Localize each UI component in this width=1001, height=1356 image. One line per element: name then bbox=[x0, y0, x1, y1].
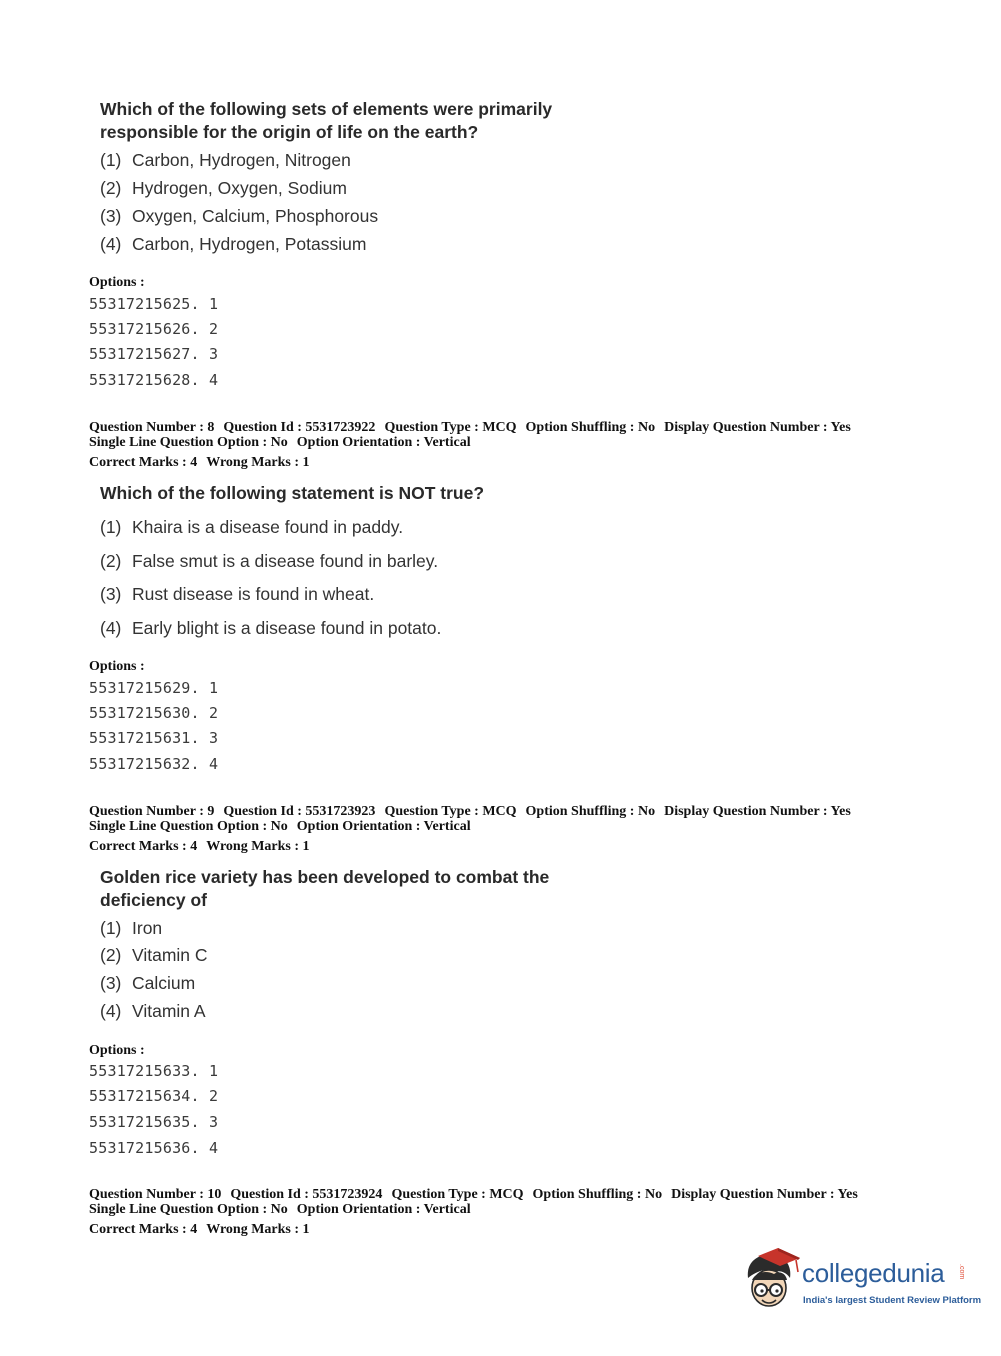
brand-dotcom: .com bbox=[958, 1264, 965, 1280]
choice-text: Vitamin A bbox=[132, 1001, 206, 1021]
wrong-marks: Wrong Marks : 1 bbox=[206, 455, 310, 470]
question-text: Which of the following statement is NOT true? bbox=[100, 483, 485, 503]
single-line-option: Single Line Question Option : No bbox=[89, 435, 288, 450]
option-id: 55317215632. 4 bbox=[89, 755, 219, 773]
display-question-number: Display Question Number : Yes bbox=[671, 1187, 858, 1202]
wrong-marks: Wrong Marks : 1 bbox=[206, 839, 310, 854]
answer-choice bbox=[100, 973, 195, 994]
question-type: Question Type : MCQ bbox=[384, 804, 517, 819]
choice-text: False smut is a disease found in barley. bbox=[132, 551, 439, 571]
option-id: 55317215625. 1 bbox=[89, 295, 219, 313]
choice-text: Vitamin C bbox=[132, 945, 208, 965]
option-id: 55317215629. 1 bbox=[89, 679, 219, 697]
question-id: Question Id : 5531723924 bbox=[230, 1187, 383, 1202]
answer-choice bbox=[100, 945, 208, 966]
choice-number: (3) bbox=[100, 973, 122, 993]
options-label: Options : bbox=[89, 659, 145, 674]
answer-choice bbox=[100, 234, 366, 255]
question-type: Question Type : MCQ bbox=[384, 420, 517, 435]
question-text: Which of the following sets of elements were primarily responsible for the origin of life on the earth? bbox=[100, 99, 553, 142]
choice-text: Oxygen, Calcium, Phosphorous bbox=[132, 206, 379, 226]
option-id: 55317215634. 2 bbox=[89, 1087, 219, 1105]
option-id: 55317215628. 4 bbox=[89, 371, 219, 389]
choice-text: Early blight is a disease found in potato. bbox=[132, 618, 442, 638]
answer-choice bbox=[100, 1001, 206, 1022]
answer-choice bbox=[100, 618, 441, 639]
option-shuffling: Option Shuffling : No bbox=[532, 1187, 663, 1202]
choice-number: (3) bbox=[100, 206, 122, 226]
choice-text: Hydrogen, Oxygen, Sodium bbox=[132, 178, 347, 198]
choice-number: (2) bbox=[100, 945, 122, 965]
correct-marks: Correct Marks : 4 bbox=[89, 839, 198, 854]
option-id: 55317215635. 3 bbox=[89, 1113, 219, 1131]
question-number: Question Number : 9 bbox=[89, 804, 215, 819]
option-orientation: Option Orientation : Vertical bbox=[296, 819, 471, 834]
collegedunia-logo[interactable] bbox=[740, 1248, 982, 1312]
choice-number: (2) bbox=[100, 551, 122, 571]
option-id: 55317215627. 3 bbox=[89, 345, 219, 363]
choice-number: (1) bbox=[100, 150, 122, 170]
option-id: 55317215626. 2 bbox=[89, 320, 219, 338]
choice-number: (4) bbox=[100, 618, 122, 638]
choice-number: (1) bbox=[100, 918, 122, 938]
choice-text: Rust disease is found in wheat. bbox=[132, 584, 375, 604]
option-id: 55317215636. 4 bbox=[89, 1139, 219, 1157]
choice-number: (4) bbox=[100, 234, 122, 254]
options-label: Options : bbox=[89, 275, 145, 290]
option-id: 55317215630. 2 bbox=[89, 704, 219, 722]
choice-number: (3) bbox=[100, 584, 122, 604]
answer-choice bbox=[100, 178, 347, 199]
question-type: Question Type : MCQ bbox=[391, 1187, 524, 1202]
question-number: Question Number : 8 bbox=[89, 420, 215, 435]
choice-number: (2) bbox=[100, 178, 122, 198]
option-shuffling: Option Shuffling : No bbox=[525, 804, 656, 819]
question-meta bbox=[89, 420, 860, 470]
question-number: Question Number : 10 bbox=[89, 1187, 222, 1202]
question-id: Question Id : 5531723922 bbox=[223, 420, 376, 435]
option-id: 55317215631. 3 bbox=[89, 729, 219, 747]
option-orientation: Option Orientation : Vertical bbox=[296, 1202, 471, 1217]
question-text: Golden rice variety has been developed to combat the deficiency of bbox=[100, 867, 550, 910]
answer-choice bbox=[100, 918, 162, 939]
correct-marks: Correct Marks : 4 bbox=[89, 1222, 198, 1237]
choice-number: (4) bbox=[100, 1001, 122, 1021]
choice-number: (1) bbox=[100, 517, 122, 537]
answer-choice bbox=[100, 584, 374, 605]
question-meta bbox=[89, 1187, 867, 1237]
brand-name: collegedunia bbox=[802, 1258, 945, 1288]
brand-tagline: India's largest Student Review Platform bbox=[803, 1295, 982, 1306]
wrong-marks: Wrong Marks : 1 bbox=[206, 1222, 310, 1237]
correct-marks: Correct Marks : 4 bbox=[89, 455, 198, 470]
single-line-option: Single Line Question Option : No bbox=[89, 1202, 288, 1217]
choice-text: Carbon, Hydrogen, Potassium bbox=[132, 234, 367, 254]
choice-text: Khaira is a disease found in paddy. bbox=[132, 517, 404, 537]
choice-text: Calcium bbox=[132, 973, 196, 993]
answer-choice bbox=[100, 150, 351, 171]
option-shuffling: Option Shuffling : No bbox=[525, 420, 656, 435]
single-line-option: Single Line Question Option : No bbox=[89, 819, 288, 834]
display-question-number: Display Question Number : Yes bbox=[664, 804, 851, 819]
question-id: Question Id : 5531723923 bbox=[223, 804, 376, 819]
choice-text: Carbon, Hydrogen, Nitrogen bbox=[132, 150, 351, 170]
option-orientation: Option Orientation : Vertical bbox=[296, 435, 471, 450]
answer-choice bbox=[100, 517, 403, 538]
answer-choice bbox=[100, 551, 438, 572]
choice-text: Iron bbox=[132, 918, 163, 938]
display-question-number: Display Question Number : Yes bbox=[664, 420, 851, 435]
option-id: 55317215633. 1 bbox=[89, 1062, 219, 1080]
question-meta bbox=[89, 804, 860, 854]
options-label: Options : bbox=[89, 1043, 145, 1058]
answer-choice bbox=[100, 206, 378, 227]
mascot-logo-icon bbox=[740, 1248, 802, 1312]
